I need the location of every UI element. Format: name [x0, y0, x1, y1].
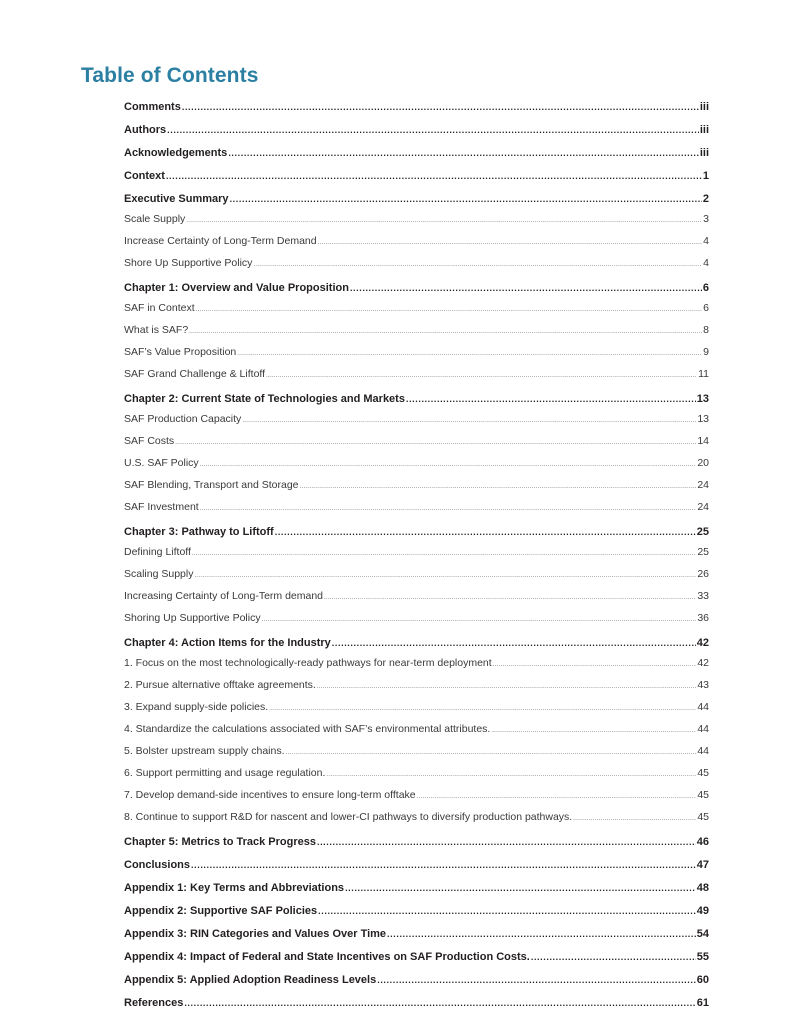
toc-entry-label: Increasing Certainty of Long-Term demand	[124, 590, 324, 602]
dot-leader	[491, 722, 696, 738]
dot-leader	[191, 858, 696, 872]
dot-leader	[326, 766, 696, 782]
toc-entry-label: Context	[124, 170, 165, 182]
toc-entry-label: Chapter 3: Pathway to Liftoff	[124, 526, 274, 538]
toc-subentry[interactable]	[124, 766, 709, 782]
toc-entry-label: Conclusions	[124, 859, 191, 871]
toc-page-number: 4	[703, 257, 709, 269]
dot-leader	[573, 810, 696, 826]
toc-page-number: 33	[697, 590, 709, 602]
dot-leader	[300, 478, 697, 494]
toc-page-number: 46	[696, 836, 709, 848]
dot-leader	[350, 281, 702, 295]
toc-entry-label: Shore Up Supportive Policy	[124, 257, 253, 269]
toc-subentry[interactable]	[124, 367, 709, 383]
toc-entry-label: Appendix 1: Key Terms and Abbreviations	[124, 882, 345, 894]
toc-entry-label: 4. Standardize the calculations associated with SAF’s environmental attributes.	[124, 723, 491, 735]
toc-entry-label: 5. Bolster upstream supply chains.	[124, 745, 285, 757]
toc-entry-label: Comments	[124, 101, 181, 113]
toc-entry-label: Defining Liftoff	[124, 546, 191, 558]
toc-page-number: 6	[703, 302, 709, 314]
dot-leader	[417, 788, 697, 804]
toc-entry-label: U.S. SAF Policy	[124, 457, 199, 469]
dot-leader	[200, 456, 697, 472]
toc-entry-label: SAF Investment	[124, 501, 199, 513]
toc-page-number: 45	[697, 767, 709, 779]
dot-leader	[318, 904, 696, 918]
dot-leader	[166, 169, 702, 183]
dot-leader	[175, 434, 696, 450]
toc-page-number: 6	[702, 282, 709, 294]
toc-entry-label: SAF in Context	[124, 302, 195, 314]
toc-page-number: iii	[699, 124, 709, 136]
toc-page-number: 26	[697, 568, 709, 580]
dot-leader	[186, 212, 702, 228]
toc-page-number: 55	[696, 951, 709, 963]
dot-leader	[387, 927, 696, 941]
toc-entry[interactable]	[124, 636, 709, 650]
dot-leader	[332, 636, 696, 650]
toc-entry[interactable]	[124, 904, 709, 918]
toc-entry[interactable]	[124, 100, 709, 114]
dot-leader	[317, 678, 696, 694]
dot-leader	[406, 392, 696, 406]
dot-leader	[194, 567, 696, 583]
toc-subentry[interactable]	[124, 678, 709, 694]
table-of-contents	[124, 100, 709, 1010]
toc-entry[interactable]	[124, 835, 709, 849]
toc-subentry[interactable]	[124, 256, 709, 272]
toc-entry-label: 7. Develop demand-side incentives to ensure long-term offtake	[124, 789, 416, 801]
toc-page-number: 44	[697, 745, 709, 757]
toc-entry-label: Appendix 3: RIN Categories and Values Over Time	[124, 928, 387, 940]
toc-page-number: 8	[703, 324, 709, 336]
toc-entry-label: Chapter 5: Metrics to Track Progress	[124, 836, 316, 848]
toc-page-number: 45	[697, 811, 709, 823]
toc-subentry[interactable]	[124, 345, 709, 361]
toc-entry-label: Chapter 2: Current State of Technologies and Markets	[124, 393, 405, 405]
toc-subentry[interactable]	[124, 567, 709, 583]
toc-entry-label: Appendix 2: Supportive SAF Policies	[124, 905, 318, 917]
dot-leader	[317, 835, 696, 849]
toc-subentry[interactable]	[124, 700, 709, 716]
toc-subentry[interactable]	[124, 323, 709, 339]
toc-page-number: 60	[696, 974, 709, 986]
toc-entry-label: Scaling Supply	[124, 568, 194, 580]
dot-leader	[200, 500, 697, 516]
toc-page-number: 42	[697, 657, 709, 669]
toc-entry-label: SAF’s Value Proposition	[124, 346, 237, 358]
toc-subentry[interactable]	[124, 656, 709, 672]
toc-entry-label: SAF Costs	[124, 435, 175, 447]
toc-entry-label: SAF Grand Challenge & Liftoff	[124, 368, 266, 380]
page-title: Table of Contents	[81, 64, 259, 87]
toc-subentry[interactable]	[124, 301, 709, 317]
toc-page-number: 54	[696, 928, 709, 940]
toc-page-number: 25	[697, 546, 709, 558]
dot-leader	[266, 367, 697, 383]
toc-entry-label: SAF Blending, Transport and Storage	[124, 479, 299, 491]
dot-leader	[269, 700, 696, 716]
toc-subentry[interactable]	[124, 545, 709, 561]
toc-entry[interactable]	[124, 146, 709, 160]
toc-page-number: 48	[696, 882, 709, 894]
toc-page-number: 4	[703, 235, 709, 247]
dot-leader	[324, 589, 696, 605]
toc-entry-label: Appendix 4: Impact of Federal and State Incentives on SAF Production Costs.	[124, 951, 530, 963]
toc-entry[interactable]	[124, 858, 709, 872]
toc-entry-label: Chapter 4: Action Items for the Industry	[124, 637, 331, 649]
toc-subentry[interactable]	[124, 212, 709, 228]
dot-leader	[253, 256, 702, 272]
toc-entry-label: SAF Production Capacity	[124, 413, 242, 425]
toc-entry-label: 2. Pursue alternative offtake agreements.	[124, 679, 316, 691]
toc-entry[interactable]	[124, 973, 709, 987]
toc-page-number: iii	[699, 101, 709, 113]
toc-subentry[interactable]	[124, 589, 709, 605]
toc-page-number: 25	[696, 526, 709, 538]
toc-entry[interactable]	[124, 192, 709, 206]
toc-entry-label: 8. Continue to support R&D for nascent and lower-CI pathways to diversify production pathways.	[124, 811, 573, 823]
toc-entry-label: 6. Support permitting and usage regulation.	[124, 767, 326, 779]
toc-page-number: 61	[696, 997, 709, 1009]
dot-leader	[345, 881, 696, 895]
dot-leader	[196, 301, 703, 317]
toc-subentry[interactable]	[124, 234, 709, 250]
dot-leader	[318, 234, 703, 250]
toc-entry-label: Chapter 1: Overview and Value Proposition	[124, 282, 349, 294]
toc-subentry[interactable]	[124, 722, 709, 738]
dot-leader	[286, 744, 697, 760]
dot-leader	[275, 525, 696, 539]
toc-page-number: 44	[697, 701, 709, 713]
toc-entry[interactable]	[124, 881, 709, 895]
toc-subentry[interactable]	[124, 810, 709, 826]
toc-entry-label: Acknowledgements	[124, 147, 228, 159]
toc-entry-label: Scale Supply	[124, 213, 186, 225]
toc-page-number: 20	[697, 457, 709, 469]
dot-leader	[184, 996, 695, 1010]
toc-page-number: iii	[699, 147, 709, 159]
toc-page-number: 36	[697, 612, 709, 624]
dot-leader	[493, 656, 697, 672]
toc-entry-label: 3. Expand supply-side policies.	[124, 701, 269, 713]
toc-entry-label: 1. Focus on the most technologically-ready pathways for near-term deployment	[124, 657, 492, 669]
toc-entry-label: Executive Summary	[124, 193, 229, 205]
dot-leader	[262, 611, 697, 627]
toc-page-number: 24	[697, 479, 709, 491]
toc-page-number: 24	[697, 501, 709, 513]
toc-entry[interactable]	[124, 950, 709, 964]
toc-entry-label: Shoring Up Supportive Policy	[124, 612, 261, 624]
toc-entry-label: Increase Certainty of Long-Term Demand	[124, 235, 317, 247]
toc-page-number: 11	[698, 368, 709, 380]
toc-page-number: 1	[702, 170, 709, 182]
toc-subentry[interactable]	[124, 412, 709, 428]
toc-entry[interactable]	[124, 392, 709, 406]
dot-leader	[377, 973, 696, 987]
toc-page-number: 3	[703, 213, 709, 225]
dot-leader	[192, 545, 696, 561]
toc-subentry[interactable]	[124, 788, 709, 804]
toc-subentry[interactable]	[124, 744, 709, 760]
dot-leader	[531, 950, 696, 964]
toc-page-number: 43	[697, 679, 709, 691]
toc-page-number: 45	[697, 789, 709, 801]
toc-page-number: 13	[696, 393, 709, 405]
toc-entry[interactable]	[124, 525, 709, 539]
toc-entry-label: What is SAF?	[124, 324, 189, 336]
toc-subentry[interactable]	[124, 434, 709, 450]
toc-page-number: 47	[696, 859, 709, 871]
dot-leader	[182, 100, 699, 114]
toc-entry-label: References	[124, 997, 184, 1009]
toc-entry[interactable]	[124, 927, 709, 941]
dot-leader	[230, 192, 702, 206]
toc-entry[interactable]	[124, 996, 709, 1010]
toc-subentry[interactable]	[124, 611, 709, 627]
toc-entry[interactable]	[124, 123, 709, 137]
toc-page-number: 44	[697, 723, 709, 735]
dot-leader	[228, 146, 699, 160]
dot-leader	[237, 345, 702, 361]
toc-page-number: 2	[702, 193, 709, 205]
toc-subentry[interactable]	[124, 500, 709, 516]
toc-page-number: 13	[697, 413, 709, 425]
toc-subentry[interactable]	[124, 478, 709, 494]
toc-page-number: 49	[696, 905, 709, 917]
toc-subentry[interactable]	[124, 456, 709, 472]
toc-entry[interactable]	[124, 169, 709, 183]
dot-leader	[189, 323, 702, 339]
toc-entry[interactable]	[124, 281, 709, 295]
toc-entry-label: Authors	[124, 124, 167, 136]
dot-leader	[167, 123, 699, 137]
dot-leader	[242, 412, 696, 428]
toc-entry-label: Appendix 5: Applied Adoption Readiness Levels	[124, 974, 377, 986]
toc-page-number: 9	[703, 346, 709, 358]
toc-page-number: 14	[697, 435, 709, 447]
toc-page-number: 42	[696, 637, 709, 649]
